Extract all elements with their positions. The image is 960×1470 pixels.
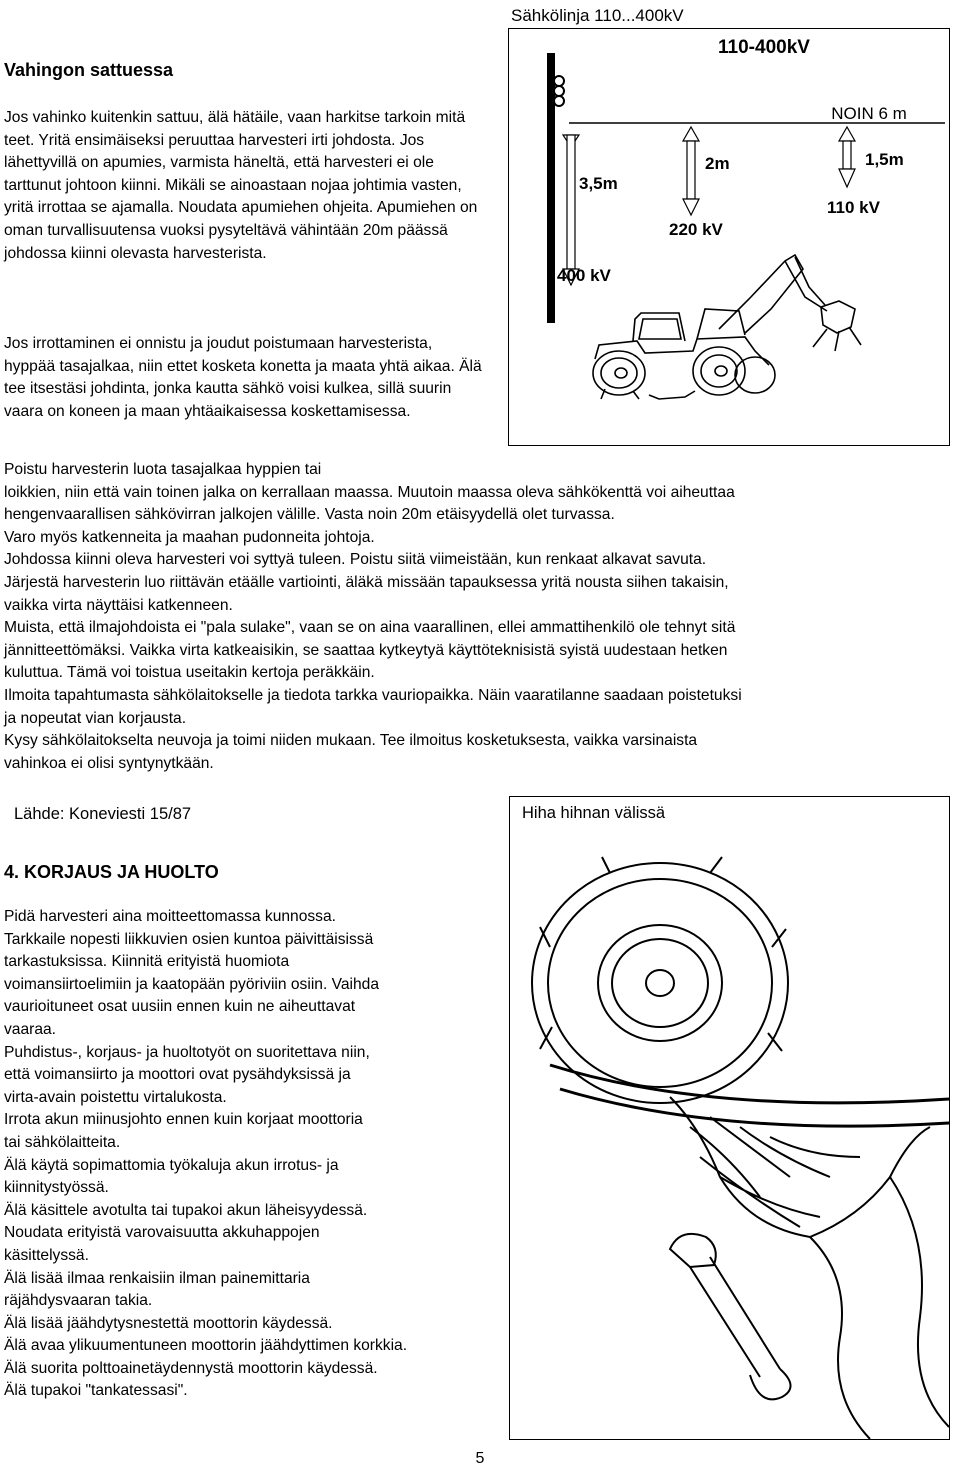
harvester-illustration: [593, 255, 861, 399]
distance-label: NOIN 6 m: [831, 104, 907, 123]
safety-text-block: [4, 459, 954, 775]
pulley-hub: [598, 925, 722, 1041]
maintenance-line: Älä käytä sopimattomia työkaluja akun irrotus- ja: [4, 1156, 339, 1174]
text-line: Ilmoita tapahtumasta sähkölaitokselle ja tiedota tarkka vauriopaikka. Näin vaaratilanne saadaan poistetuksi: [4, 686, 742, 704]
figure1-caption: Sähkölinja 110...400kV: [511, 6, 684, 25]
jump-instructions-paragraph: Jos irrottaminen ei onnistu ja joudut poistumaan harvesterista, hyppää tasajalkaa, niin ettet kosketa konetta ja maata yhtä aikaa. Älä tee itsestäsi johdinta, jonka kautta sähkö voisi kulkea, sillä suurin vaara on koneen ja maan yhtäaikaisessa koskettamisessa.: [4, 335, 482, 420]
wrench-head: [670, 1234, 716, 1267]
pulley-outer: [532, 863, 788, 1103]
text-line: Poistu harvesterin luota tasajalkaa hyppien tai: [4, 461, 322, 478]
maintenance-line: vaurioituneet osat uusiin ennen kuin ne aiheuttavat: [4, 998, 356, 1016]
text-line: Järjestä harvesterin luo riittävän etäälle vartiointi, äläkä missään tapauksessa yritä nousta siihen takaisin,: [4, 573, 729, 591]
text-line: loikkien, niin että vain toinen jalka on kerrallaan maassa. Muutoin maassa oleva sähkökenttä voi aiheuttaa: [4, 483, 735, 501]
maintenance-line: Noudata erityistä varovaisuutta akkuhappojen: [4, 1224, 320, 1242]
text-line: kuluttua. Tämä voi toistua useitakin kertoja peräkkäin.: [4, 664, 375, 682]
maintenance-line: Älä lisää jäähdytysnestettä moottorin käydessä.: [4, 1314, 333, 1332]
text-line: hengenvaarallisen sähkövirran jalkojen välille. Vasta noin 20m etäisyydellä olet turvassa.: [4, 506, 615, 524]
voltage-110kv-label: 110 kV: [827, 198, 880, 217]
maintenance-list: [4, 906, 504, 1403]
section-heading: Vahingon sattuessa: [4, 60, 174, 80]
maintenance-line: Älä tupakoi "tankatessasi".: [4, 1382, 188, 1400]
power-line-diagram: [509, 29, 949, 445]
pulley-shaft: [646, 970, 674, 996]
maintenance-line: Irrota akun miinusjohto ennen kuin korjaat moottoria: [4, 1111, 363, 1129]
belt: [550, 1065, 949, 1103]
voltage-range-title: 110-400kV: [718, 37, 810, 58]
maintenance-line: Älä lisää ilmaa renkaisiin ilman painemittaria: [4, 1269, 310, 1287]
maintenance-line: räjähdysvaaran takia.: [4, 1292, 153, 1310]
maintenance-line: Älä käsittele avotulta tai tupakoi akun läheisyydessä.: [4, 1201, 368, 1219]
clearance-arrow-110kv: [839, 127, 855, 187]
insulator: [554, 76, 564, 86]
wrench-handle: [690, 1257, 780, 1377]
insulator: [554, 86, 564, 96]
clearance-1-5m-label: 1,5m: [865, 150, 904, 169]
arm: [810, 1237, 870, 1439]
power-line-figure: [508, 28, 950, 446]
text-line: Kysy sähkölaitokselta neuvoja ja toimi niiden mukaan. Tee ilmoitus kosketuksesta, vaikka varsinaista: [4, 732, 698, 750]
text-line: Johdossa kiinni oleva harvesteri voi syttyä tuleen. Poistu siitä viimeistään, kun renkaat alkavat savuta.: [4, 551, 707, 569]
maintenance-line: Älä avaa ylikuumentuneen moottorin jäähdyttimen korkkia.: [4, 1337, 408, 1355]
clearance-arrow-400kv: [563, 135, 579, 285]
maintenance-line: Tarkkaile nopesti liikkuvien osien kuntoa päivittäisissä: [4, 930, 374, 948]
maintenance-line: kiinnitystyössä.: [4, 1179, 109, 1197]
insulator: [554, 96, 564, 106]
maintenance-line: vaaraa.: [4, 1020, 57, 1038]
page-number: 5: [475, 1450, 485, 1467]
maintenance-line: Pidä harvesteri aina moitteettomassa kunnossa.: [4, 908, 336, 925]
clearance-2m-label: 2m: [705, 154, 730, 173]
intro-paragraph: Jos vahinko kuitenkin sattuu, älä hätäile, vaan harkitse tarkoin mitä teet. Yritä ensimäiseksi peruuttaa harvesteri irti johdosta. Jos lähettyvillä on apumies, varmista häneltä, että harvesteri ei ole tarttunut johtoon kiinni. Mikäli se ainoastaan nojaa johtimia vasten, yritä irrottaa se ajamalla. Noudata apumiehen ohjeita. Apumiehen on oman turvallisuutensa vuoksi pysyteltävä vähintään 20m päässä johdossa kiinni olevasta harvesterista.: [4, 109, 478, 262]
section4-heading: 4. KORJAUS JA HUOLTO: [4, 862, 219, 882]
maintenance-line: käsittelyssä.: [4, 1246, 89, 1264]
text-line: Varo myös katkenneita ja maahan pudonneita johtoja.: [4, 528, 375, 546]
text-line: Muista, että ilmajohdoista ei "pala sulake", vaan se on aina vaarallinen, ellei ammattihenkilö ole tehnyt sitä: [4, 619, 736, 637]
belt-hazard-figure: [509, 796, 950, 1440]
clearance-arrow-220kv: [683, 127, 699, 215]
figure2-caption: Hiha hihnan välissä: [522, 804, 666, 822]
maintenance-line: tarkastuksissa. Kiinnitä erityistä huomiota: [4, 953, 290, 971]
voltage-400kv-label: 400 kV: [557, 266, 611, 285]
text-line: vaikka virta näyttäisi katkenneen.: [4, 596, 233, 614]
maintenance-line: Älä suorita polttoainetäydennystä moottorin käydessä.: [4, 1359, 378, 1377]
voltage-220kv-label: 220 kV: [669, 220, 723, 239]
belt-hazard-illustration: [510, 797, 949, 1439]
source-citation: Lähde: Koneviesti 15/87: [14, 805, 192, 823]
maintenance-line: virta-avain poistettu virtalukosta.: [4, 1088, 227, 1106]
text-line: jännitteettömäksi. Vaikka virta katkeaisikin, se saattaa kytkeytyä käyttöteknisistä syistä uudestaan hetken: [4, 641, 728, 659]
text-line: ja nopeutat vian korjausta.: [4, 709, 187, 727]
maintenance-line: voimansiirtoelimiin ja kaatopään pyöriviin osiin. Vaihda: [4, 975, 380, 993]
maintenance-line: Puhdistus-, korjaus- ja huoltotyöt on suoritettava niin,: [4, 1043, 370, 1061]
maintenance-line: tai sähkölaitteita.: [4, 1133, 121, 1151]
text-line: vahinkoa ei olisi syntynytkään.: [4, 754, 214, 772]
maintenance-line: että voimansiirto ja moottori ovat pysähdyksissä ja: [4, 1066, 351, 1084]
clearance-3-5m-label: 3,5m: [579, 174, 618, 193]
